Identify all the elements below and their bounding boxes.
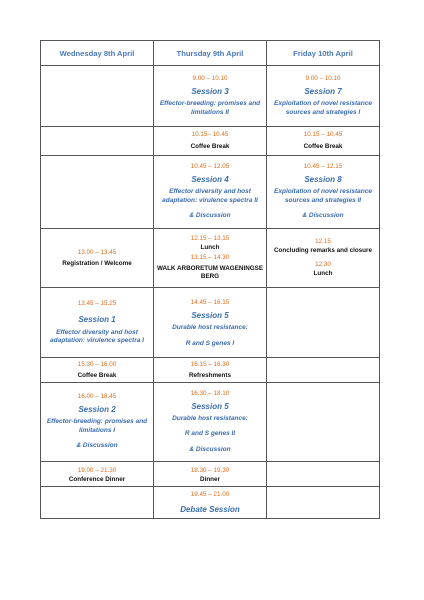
cell-lunch-walk — [154, 229, 267, 288]
cell-session-2 — [41, 383, 154, 462]
table-row — [41, 127, 380, 156]
cell-empty — [41, 66, 154, 127]
time: 16.00 – 18.45 — [77, 393, 117, 401]
cell-empty — [41, 487, 154, 519]
cell-session-5b — [154, 383, 267, 462]
session-title: Session 3 — [191, 87, 229, 96]
cell-session-3 — [154, 66, 267, 127]
session-desc: R and S genes II — [184, 430, 236, 438]
cell-session-1 — [41, 288, 154, 358]
cell-empty — [41, 156, 154, 229]
session-title: Session 2 — [78, 405, 116, 415]
time: 16.15 – 16.30 — [190, 360, 230, 368]
header-row — [41, 41, 380, 66]
time: 12.15 — [315, 238, 331, 245]
cell-empty — [267, 383, 380, 462]
table-row — [41, 383, 380, 462]
session-title: Session 5 — [191, 311, 229, 320]
table-row — [41, 156, 380, 229]
event-label: Coffee Break — [77, 371, 117, 379]
time: 10.15– 10.45 — [191, 131, 229, 138]
header-thursday: Thursday 9th April — [154, 41, 267, 66]
session-desc: Effector-breeding: promises and limitations I — [46, 418, 148, 434]
session-desc: Exploitation of novel resistance sources and strategies II — [274, 188, 372, 204]
cell-registration — [41, 229, 154, 288]
schedule-table — [40, 40, 380, 519]
session-desc: R and S genes I — [185, 339, 235, 347]
header-wednesday: Wednesday 8th April — [41, 41, 154, 66]
cell-session-7 — [267, 66, 380, 127]
time: 13.45 – 15.25 — [77, 299, 117, 307]
cell-empty — [267, 487, 380, 519]
session-title: Session 5 — [191, 401, 229, 411]
cell-coffee-break — [41, 358, 154, 383]
cell-session-5 — [154, 288, 267, 358]
cell-coffee-break — [154, 127, 267, 156]
session-desc: Effector diversity and host adaptation: virulence spectra I — [50, 328, 144, 344]
time: 9.00 – 10.10 — [192, 75, 228, 82]
time: 10.45 – 12.15 — [303, 163, 343, 171]
session-desc: Effector-breeding: promises and limitations II — [159, 100, 261, 116]
table-row — [41, 229, 380, 288]
table-row — [41, 66, 380, 127]
time: 18.30 – 19.30 — [190, 466, 230, 474]
time: 14.45 – 16.15 — [190, 299, 230, 306]
time: 10.45 – 12.05 — [190, 163, 230, 171]
cell-session-8 — [267, 156, 380, 229]
cell-conference-dinner — [41, 462, 154, 487]
table-row — [41, 462, 380, 487]
session-desc: Durable host resistance: — [172, 414, 248, 422]
time: 9.00 – 10.10 — [305, 75, 341, 82]
cell-empty — [41, 127, 154, 156]
event-label: Lunch — [313, 270, 333, 277]
cell-empty — [267, 288, 380, 358]
event-label: Dinner — [200, 475, 220, 483]
table-row — [41, 487, 380, 519]
time: 15.30 – 16.00 — [77, 360, 117, 368]
session-title: Session 4 — [191, 175, 229, 185]
discussion-label: & Discussion — [302, 212, 344, 220]
event-label: Refreshments — [189, 371, 231, 379]
time: 12.15 – 13.15 — [190, 235, 230, 242]
table-row — [41, 288, 380, 358]
time: 16.30 – 18.10 — [190, 389, 230, 397]
cell-debate-session — [154, 487, 267, 519]
cell-coffee-break — [267, 127, 380, 156]
cell-empty — [267, 358, 380, 383]
discussion-label: & Discussion — [76, 442, 118, 450]
event-label: Concluding remarks and closure — [274, 247, 372, 254]
time: 19.45 – 21.00 — [190, 491, 230, 498]
event-label: Lunch — [200, 244, 220, 251]
time: 10.15 – 10.45 — [303, 131, 343, 138]
event-label: Registration / Welcome — [62, 259, 132, 267]
event-label: WALK ARBORETUM WAGENINGSE BERG — [156, 265, 264, 280]
session-title: Debate Session — [180, 505, 240, 514]
time: 19.00 – 21.30 — [77, 466, 117, 474]
discussion-label: & Discussion — [189, 212, 231, 220]
event-label: Coffee Break — [190, 143, 230, 150]
cell-refreshments — [154, 358, 267, 383]
event-label: Coffee Break — [303, 143, 343, 150]
cell-session-4 — [154, 156, 267, 229]
time: 12.30 — [315, 261, 331, 268]
time: 13.15 – 14.30 — [190, 254, 230, 261]
table-row — [41, 358, 380, 383]
session-desc: Effector diversity and host adaptation: virulence spectra II — [162, 188, 258, 204]
header-friday: Friday 10th April — [267, 41, 380, 66]
discussion-label: & Discussion — [189, 445, 231, 453]
session-title: Session 7 — [304, 87, 342, 96]
session-desc: Exploitation of novel resistance sources and strategies I — [274, 100, 372, 116]
cell-closing-lunch — [267, 229, 380, 288]
cell-empty — [267, 462, 380, 487]
time: 13.00 – 13.45 — [77, 248, 117, 256]
cell-dinner — [154, 462, 267, 487]
session-title: Session 8 — [304, 175, 342, 185]
session-title: Session 1 — [78, 314, 116, 324]
event-label: Conference Dinner — [68, 475, 126, 483]
session-desc: Durable host resistance: — [172, 324, 248, 331]
